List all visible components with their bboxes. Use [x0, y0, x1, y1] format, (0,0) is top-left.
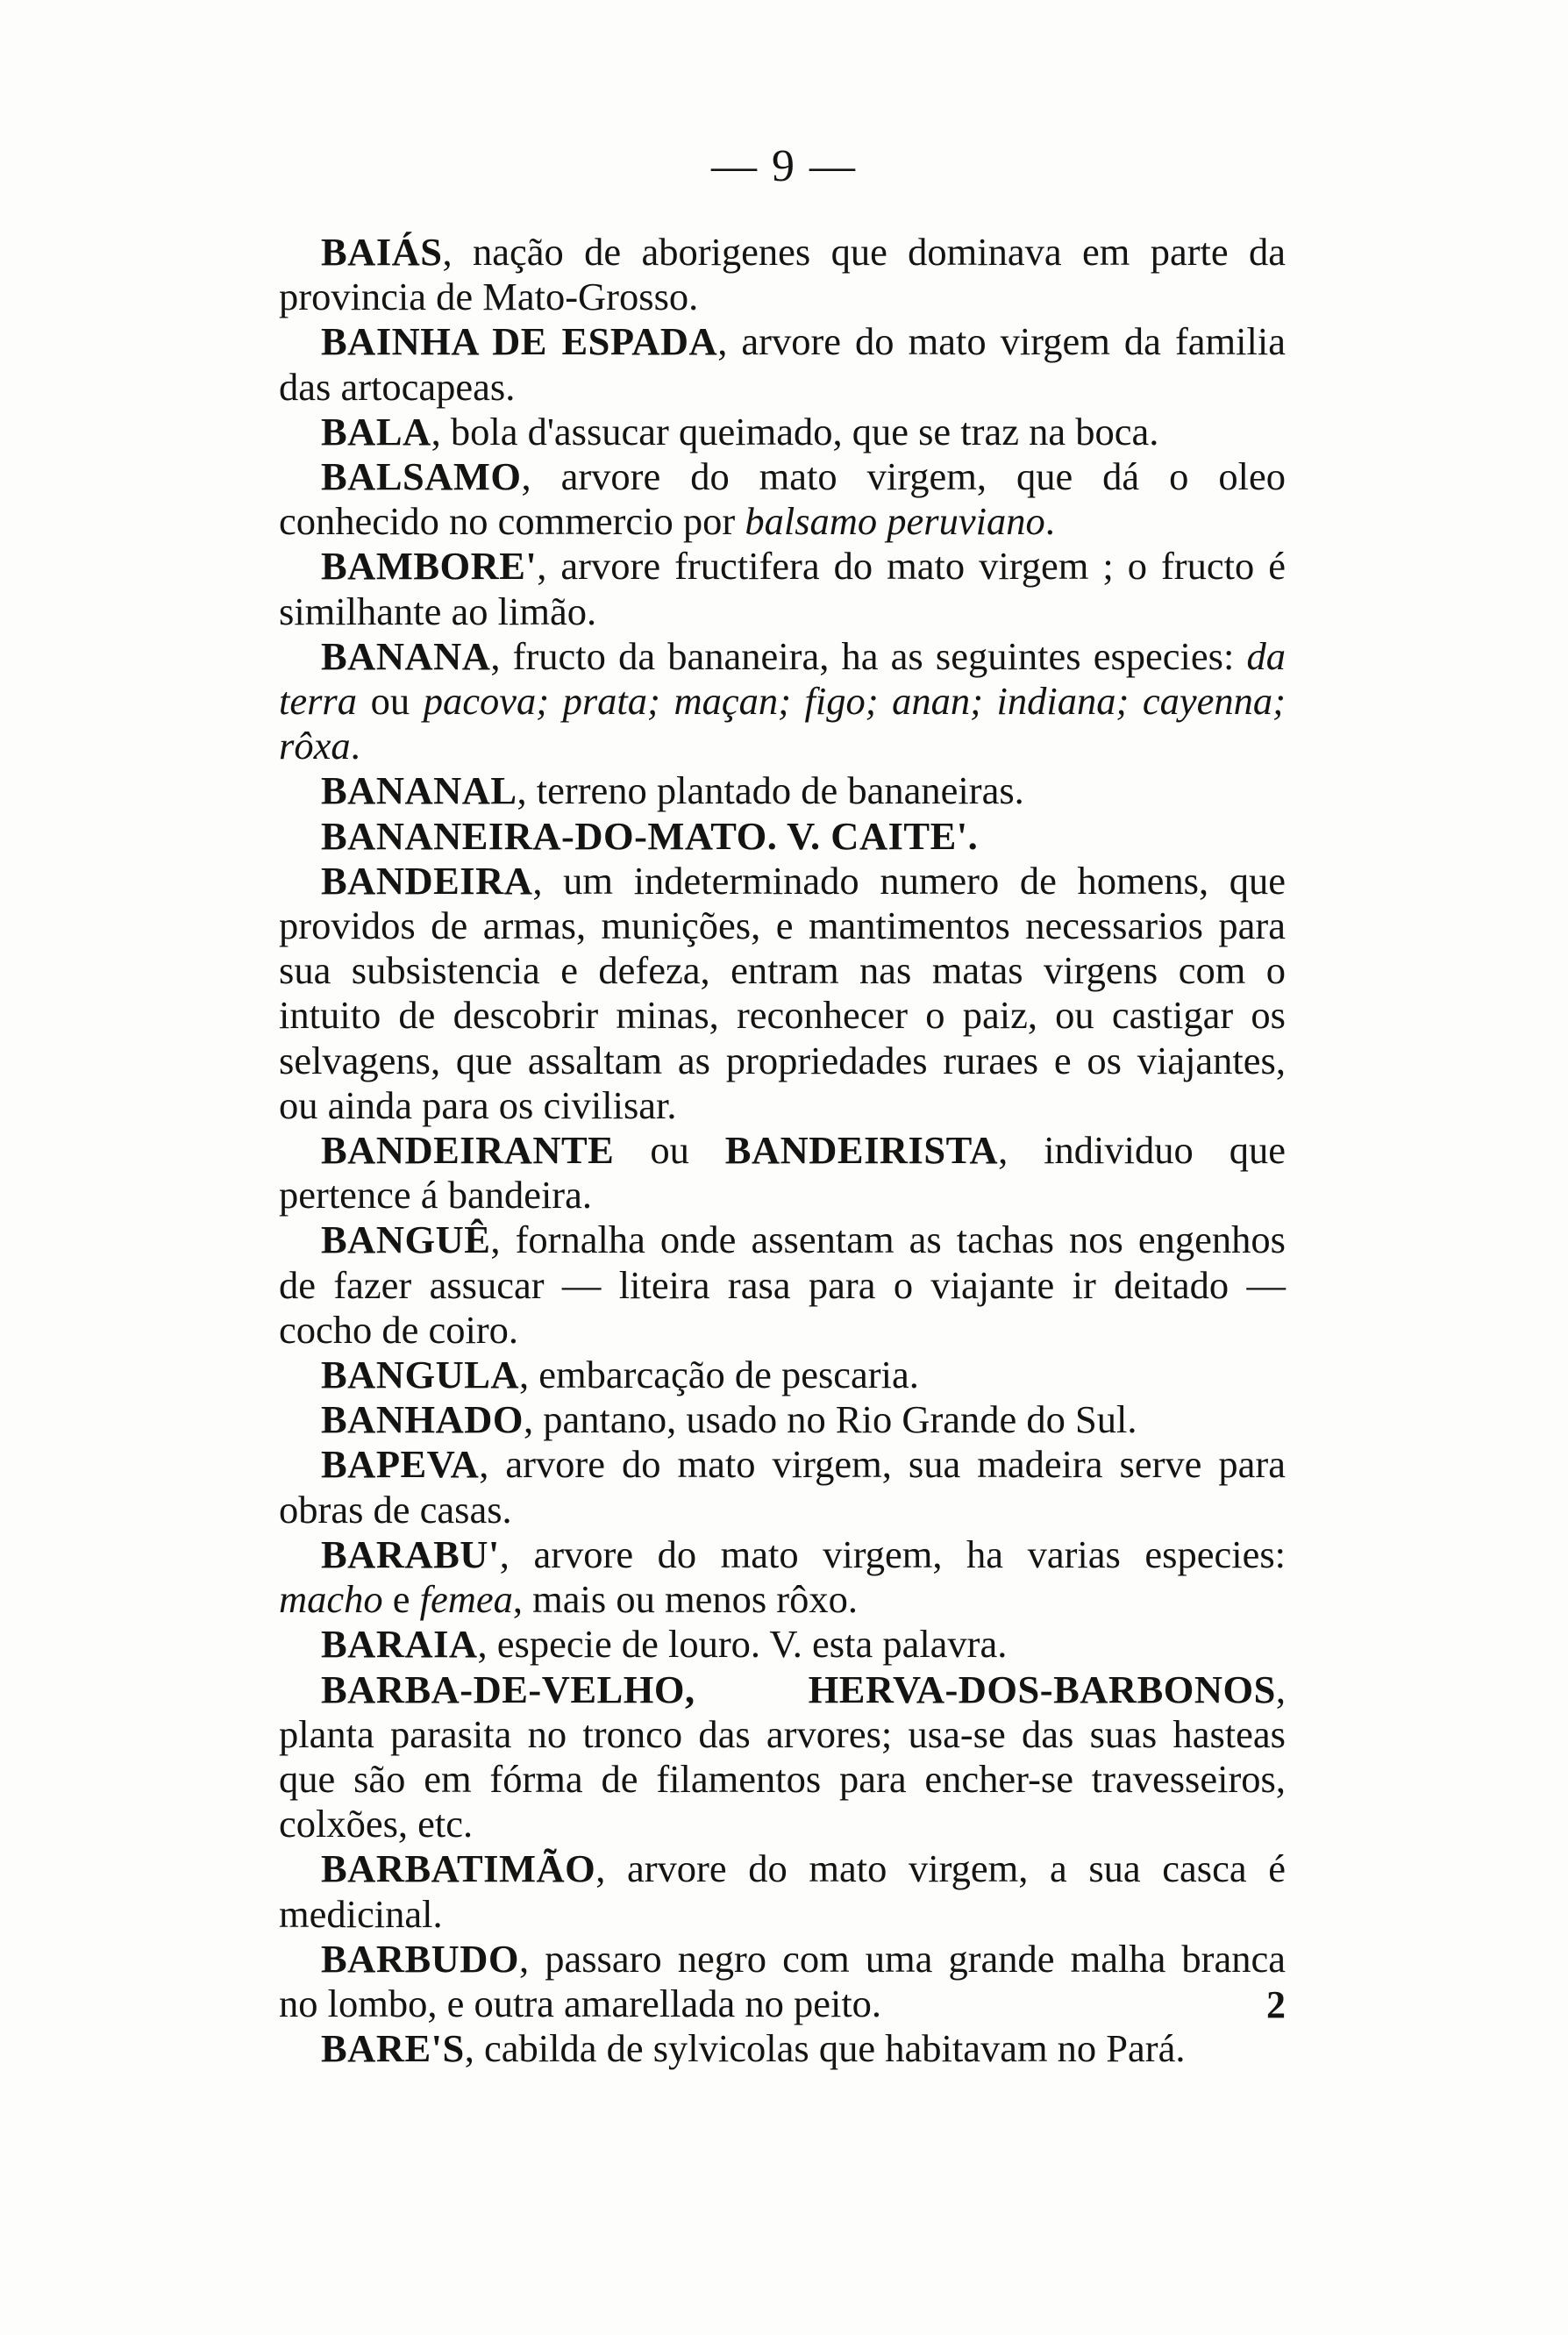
- dictionary-entry: [279, 1217, 1286, 1353]
- entry-definition: , nação de aborigenes que dominava em parte da provincia de Mato-Grosso.: [279, 230, 1286, 319]
- entry-headword: BARBUDO: [321, 1936, 520, 1981]
- entry-headword: BARBA-DE-VELHO, HERVA-DOS-BARBONOS: [321, 1667, 1276, 1711]
- dictionary-entry: [279, 1353, 1286, 1397]
- entry-definition: , arvore do mato virgem, sua madeira serve para obras de casas.: [279, 1442, 1286, 1532]
- entry-headword: BANDEIRA: [321, 858, 533, 903]
- entry-definition: , arvore do mato virgem, a sua casca é medicinal.: [279, 1846, 1286, 1936]
- entry-definition: , embarcação de pescaria.: [519, 1353, 919, 1397]
- entry-definition: e: [382, 1577, 420, 1622]
- entry-italic-term: femea: [419, 1577, 513, 1622]
- entry-italic-term: da terra: [279, 633, 1286, 724]
- entry-definition: ou: [357, 679, 424, 724]
- entry-headword: BARABU': [321, 1532, 500, 1576]
- signature-mark: 2: [1266, 1983, 1286, 2026]
- dictionary-entry: [279, 2026, 1286, 2071]
- dictionary-entry: [279, 634, 1286, 769]
- entry-definition: , especie de louro. V. esta palavra.: [477, 1622, 1008, 1667]
- dictionary-entry: [279, 410, 1286, 454]
- dictionary-entry: [279, 814, 1286, 859]
- entry-definition: .: [1044, 499, 1055, 544]
- entry-definition: , arvore do mato virgem da familia das artocapeas.: [279, 319, 1286, 409]
- entry-italic-term: pacova; prata; maçan; figo; anan; indiana; cayenna; rôxa: [279, 679, 1286, 768]
- entry-definition: , mais ou menos rôxo.: [512, 1577, 858, 1622]
- entry-definition: , terreno plantado de bananeiras.: [517, 768, 1024, 813]
- dictionary-entry: [279, 454, 1286, 544]
- entry-definition: , arvore fructifera do mato virgem ; o fructo é similhante ao limão.: [279, 544, 1286, 633]
- entry-headword: BARAIA: [321, 1622, 478, 1667]
- entry-definition: , pantano, usado no Rio Grande do Sul.: [523, 1397, 1137, 1442]
- entry-definition: , fructo da bananeira, ha as seguintes especies:: [490, 633, 1247, 678]
- dictionary-entry: [279, 544, 1286, 633]
- entry-definition: .: [350, 724, 360, 768]
- dictionary-entry: [279, 319, 1286, 409]
- entry-definition: , cabilda de sylvicolas que habitavam no Pará.: [464, 2026, 1186, 2071]
- entry-definition: , passaro negro com uma grande malha branca no lombo, e outra amarellada no peito.: [279, 1936, 1286, 2025]
- dictionary-entry: [279, 1128, 1286, 1217]
- entry-headword: BARE'S: [321, 2026, 465, 2071]
- page-number: — 9 —: [711, 141, 857, 191]
- entry-headword: BANANA: [321, 633, 491, 678]
- entry-definition: ou: [614, 1128, 725, 1173]
- entry-headword: BARBATIMÃO: [321, 1846, 596, 1891]
- dictionary-entry: [279, 1937, 1286, 2026]
- entry-headword: BANHADO: [321, 1397, 524, 1442]
- entry-headword: BANDEIRANTE: [321, 1128, 615, 1173]
- entry-definition: , arvore do mato virgem, que dá o oleo conhecido no commercio por: [279, 454, 1286, 544]
- entry-headword: BANANAL: [321, 768, 517, 813]
- dictionary-entry: [279, 1622, 1286, 1667]
- entry-definition: , individuo que pertence á bandeira.: [279, 1128, 1286, 1217]
- entry-headword: BAIÁS: [321, 230, 443, 274]
- dictionary-entry: [279, 1532, 1286, 1622]
- dictionary-entry: [279, 859, 1286, 1128]
- dictionary-entry: [279, 1846, 1286, 1936]
- dictionary-entry: [279, 768, 1286, 813]
- dictionary-entry: [279, 1442, 1286, 1532]
- dictionary-entry: [279, 1667, 1286, 1847]
- entry-definition: , arvore do mato virgem, ha varias especies:: [499, 1532, 1286, 1576]
- entry-headword: BAPEVA: [321, 1442, 480, 1487]
- entry-definition: , fornalha onde assentam as tachas nos engenhos de fazer assucar — liteira rasa para o viajante ir deitado — cocho de coiro.: [279, 1217, 1286, 1352]
- entry-definition: , planta parasita no tronco das arvores; usa-se das suas hasteas que são em fórma de filamentos para encher-se travesseiros, colxões, etc.: [279, 1667, 1286, 1846]
- entry-headword: BAMBORE': [321, 544, 538, 589]
- dictionary-entry: [279, 230, 1286, 319]
- entry-definition: , um indeterminado numero de homens, que providos de armas, munições, e mantimentos necessarios para sua subsistencia e defeza, entram nas matas virgens com o intuito de descobrir minas, reconhecer o paiz, ou castigar os selvagens, que assaltam as propriedades ruraes e os viajantes, ou ainda para os civilisar.: [279, 858, 1286, 1127]
- entry-headword: BALSAMO: [321, 454, 522, 499]
- entry-headword: BANGULA: [321, 1353, 520, 1397]
- dictionary-text: [279, 230, 1286, 2071]
- entry-headword: BANGUÊ: [321, 1217, 491, 1262]
- dictionary-entry: [279, 1397, 1286, 1442]
- entry-headword: BANANEIRA-DO-MATO. V. CAITE'.: [321, 813, 979, 858]
- entry-headword: BALA: [321, 409, 431, 453]
- entry-italic-term: balsamo peruviano: [745, 499, 1045, 544]
- entry-definition: , bola d'assucar queimado, que se traz na boca.: [431, 409, 1159, 453]
- entry-headword: BANDEIRISTA: [724, 1128, 999, 1173]
- entry-headword: BAINHA DE ESPADA: [321, 319, 718, 364]
- entry-italic-term: macho: [279, 1577, 383, 1622]
